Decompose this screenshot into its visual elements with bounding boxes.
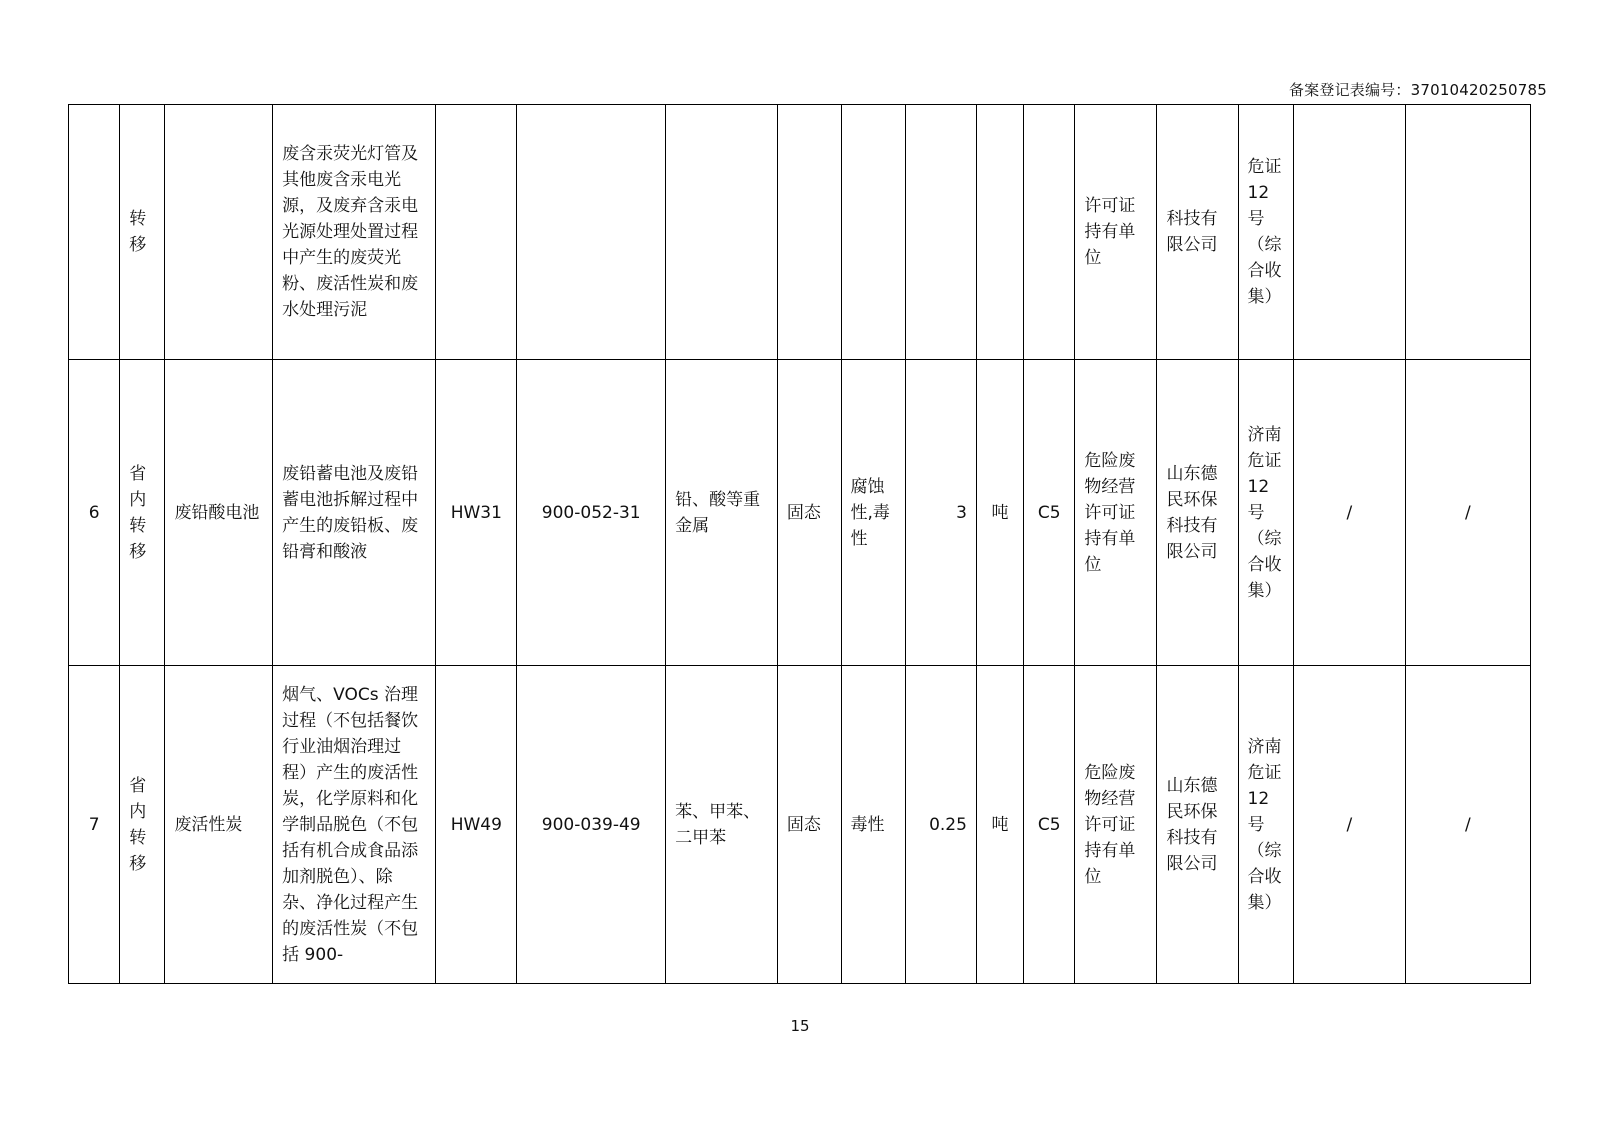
waste-source: 废铅蓄电池及废铅蓄电池拆解过程中产生的废铅板、废铅膏和酸液	[273, 360, 436, 666]
waste-name	[165, 105, 273, 360]
disposal-method	[1024, 105, 1075, 360]
transfer-type: 转移	[120, 105, 165, 360]
physical-form	[777, 105, 841, 360]
hazardous-components	[666, 105, 778, 360]
table-row	[69, 666, 1531, 984]
waste-code: 900-052-31	[517, 360, 666, 666]
waste-source: 烟气、VOCs 治理过程（不包括餐饮行业油烟治理过程）产生的废活性炭，化学原料和化学制品脱色（不包括有机合成食品添加剂脱色）、除杂、净化过程产生的废活性炭（不包括 900-	[273, 666, 436, 984]
license-number: 济南危证12号（综合收集）	[1238, 666, 1293, 984]
waste-code	[517, 105, 666, 360]
unit	[976, 105, 1023, 360]
row-number: 7	[69, 666, 120, 984]
hazardous-components: 苯、甲苯、二甲苯	[666, 666, 778, 984]
table-row	[69, 105, 1531, 360]
waste-name: 废活性炭	[165, 666, 273, 984]
column-16	[1405, 105, 1530, 360]
hazardous-waste-table	[68, 104, 1531, 984]
row-number	[69, 105, 120, 360]
column-15: /	[1293, 666, 1405, 984]
disposal-method: C5	[1024, 360, 1075, 666]
license-number: 济南危证12号（综合收集）	[1238, 360, 1293, 666]
waste-category: HW49	[436, 666, 517, 984]
column-15	[1293, 105, 1405, 360]
physical-form: 固态	[777, 360, 841, 666]
receiver-type: 危险废物经营许可证持有单位	[1075, 666, 1157, 984]
waste-category: HW31	[436, 360, 517, 666]
receiver-name: 山东德民环保科技有限公司	[1157, 666, 1238, 984]
quantity: 3	[906, 360, 977, 666]
receiver-name: 科技有限公司	[1157, 105, 1238, 360]
waste-category	[436, 105, 517, 360]
receiver-name: 山东德民环保科技有限公司	[1157, 360, 1238, 666]
registration-number: 备案登记表编号：37010420250785	[1288, 81, 1547, 99]
physical-form: 固态	[777, 666, 841, 984]
hazard-property: 毒性	[841, 666, 906, 984]
hazardous-components: 铅、酸等重金属	[666, 360, 778, 666]
quantity: 0.25	[906, 666, 977, 984]
transfer-type: 省内转移	[120, 360, 165, 666]
receiver-type: 许可证持有单位	[1075, 105, 1157, 360]
transfer-type: 省内转移	[120, 666, 165, 984]
waste-source: 废含汞荧光灯管及其他废含汞电光源，及废弃含汞电光源处理处置过程中产生的废荧光粉、废活性炭和废水处理污泥	[273, 105, 436, 360]
column-16: /	[1405, 360, 1530, 666]
waste-code: 900-039-49	[517, 666, 666, 984]
column-16: /	[1405, 666, 1530, 984]
unit: 吨	[976, 360, 1023, 666]
row-number: 6	[69, 360, 120, 666]
receiver-type: 危险废物经营许可证持有单位	[1075, 360, 1157, 666]
quantity	[906, 105, 977, 360]
column-15: /	[1293, 360, 1405, 666]
license-number: 危证12号（综合收集）	[1238, 105, 1293, 360]
unit: 吨	[976, 666, 1023, 984]
hazard-property	[841, 105, 906, 360]
hazard-property: 腐蚀性,毒性	[841, 360, 906, 666]
waste-name: 废铅酸电池	[165, 360, 273, 666]
disposal-method: C5	[1024, 666, 1075, 984]
page-number: 15	[790, 1017, 810, 1035]
table-row	[69, 360, 1531, 666]
